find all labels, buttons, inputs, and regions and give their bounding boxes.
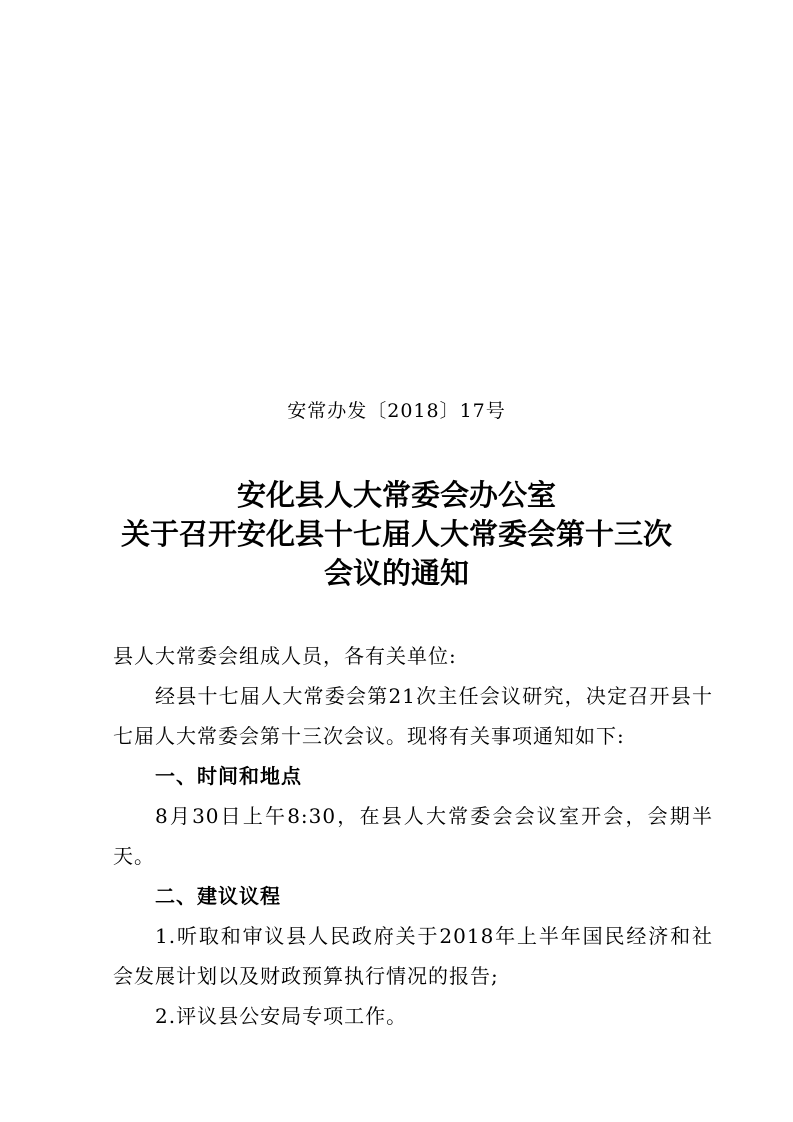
document-body [113,636,713,1036]
agenda-item-1: 1.听取和审议县人民政府关于2018年上半年国民经济和社会发展计划以及财政预算执行情况的报告; [113,924,713,988]
title-line-3: 会议的通知 [323,556,469,590]
section-heading-time-place: 一、时间和地点 [155,764,302,788]
section-heading-agenda: 二、建议议程 [155,884,281,908]
document-number: 安常办发〔2018〕17号 [287,400,506,422]
document-title [0,476,793,593]
title-line-1: 安化县人大常委会办公室 [236,478,556,512]
title-line-2: 关于召开安化县十七届人大常委会第十三次 [120,517,672,551]
agenda-item-2: 2.评议县公安局专项工作。 [155,1004,408,1028]
time-place-paragraph: 8月30日上午8:30，在县人大常委会会议室开会，会期半天。 [113,804,713,868]
intro-paragraph: 经县十七届人大常委会第21次主任会议研究，决定召开县十七届人大常委会第十三次会议。现将有关事项通知如下: [113,684,713,748]
salutation: 县人大常委会组成人员，各有关单位: [113,644,457,668]
